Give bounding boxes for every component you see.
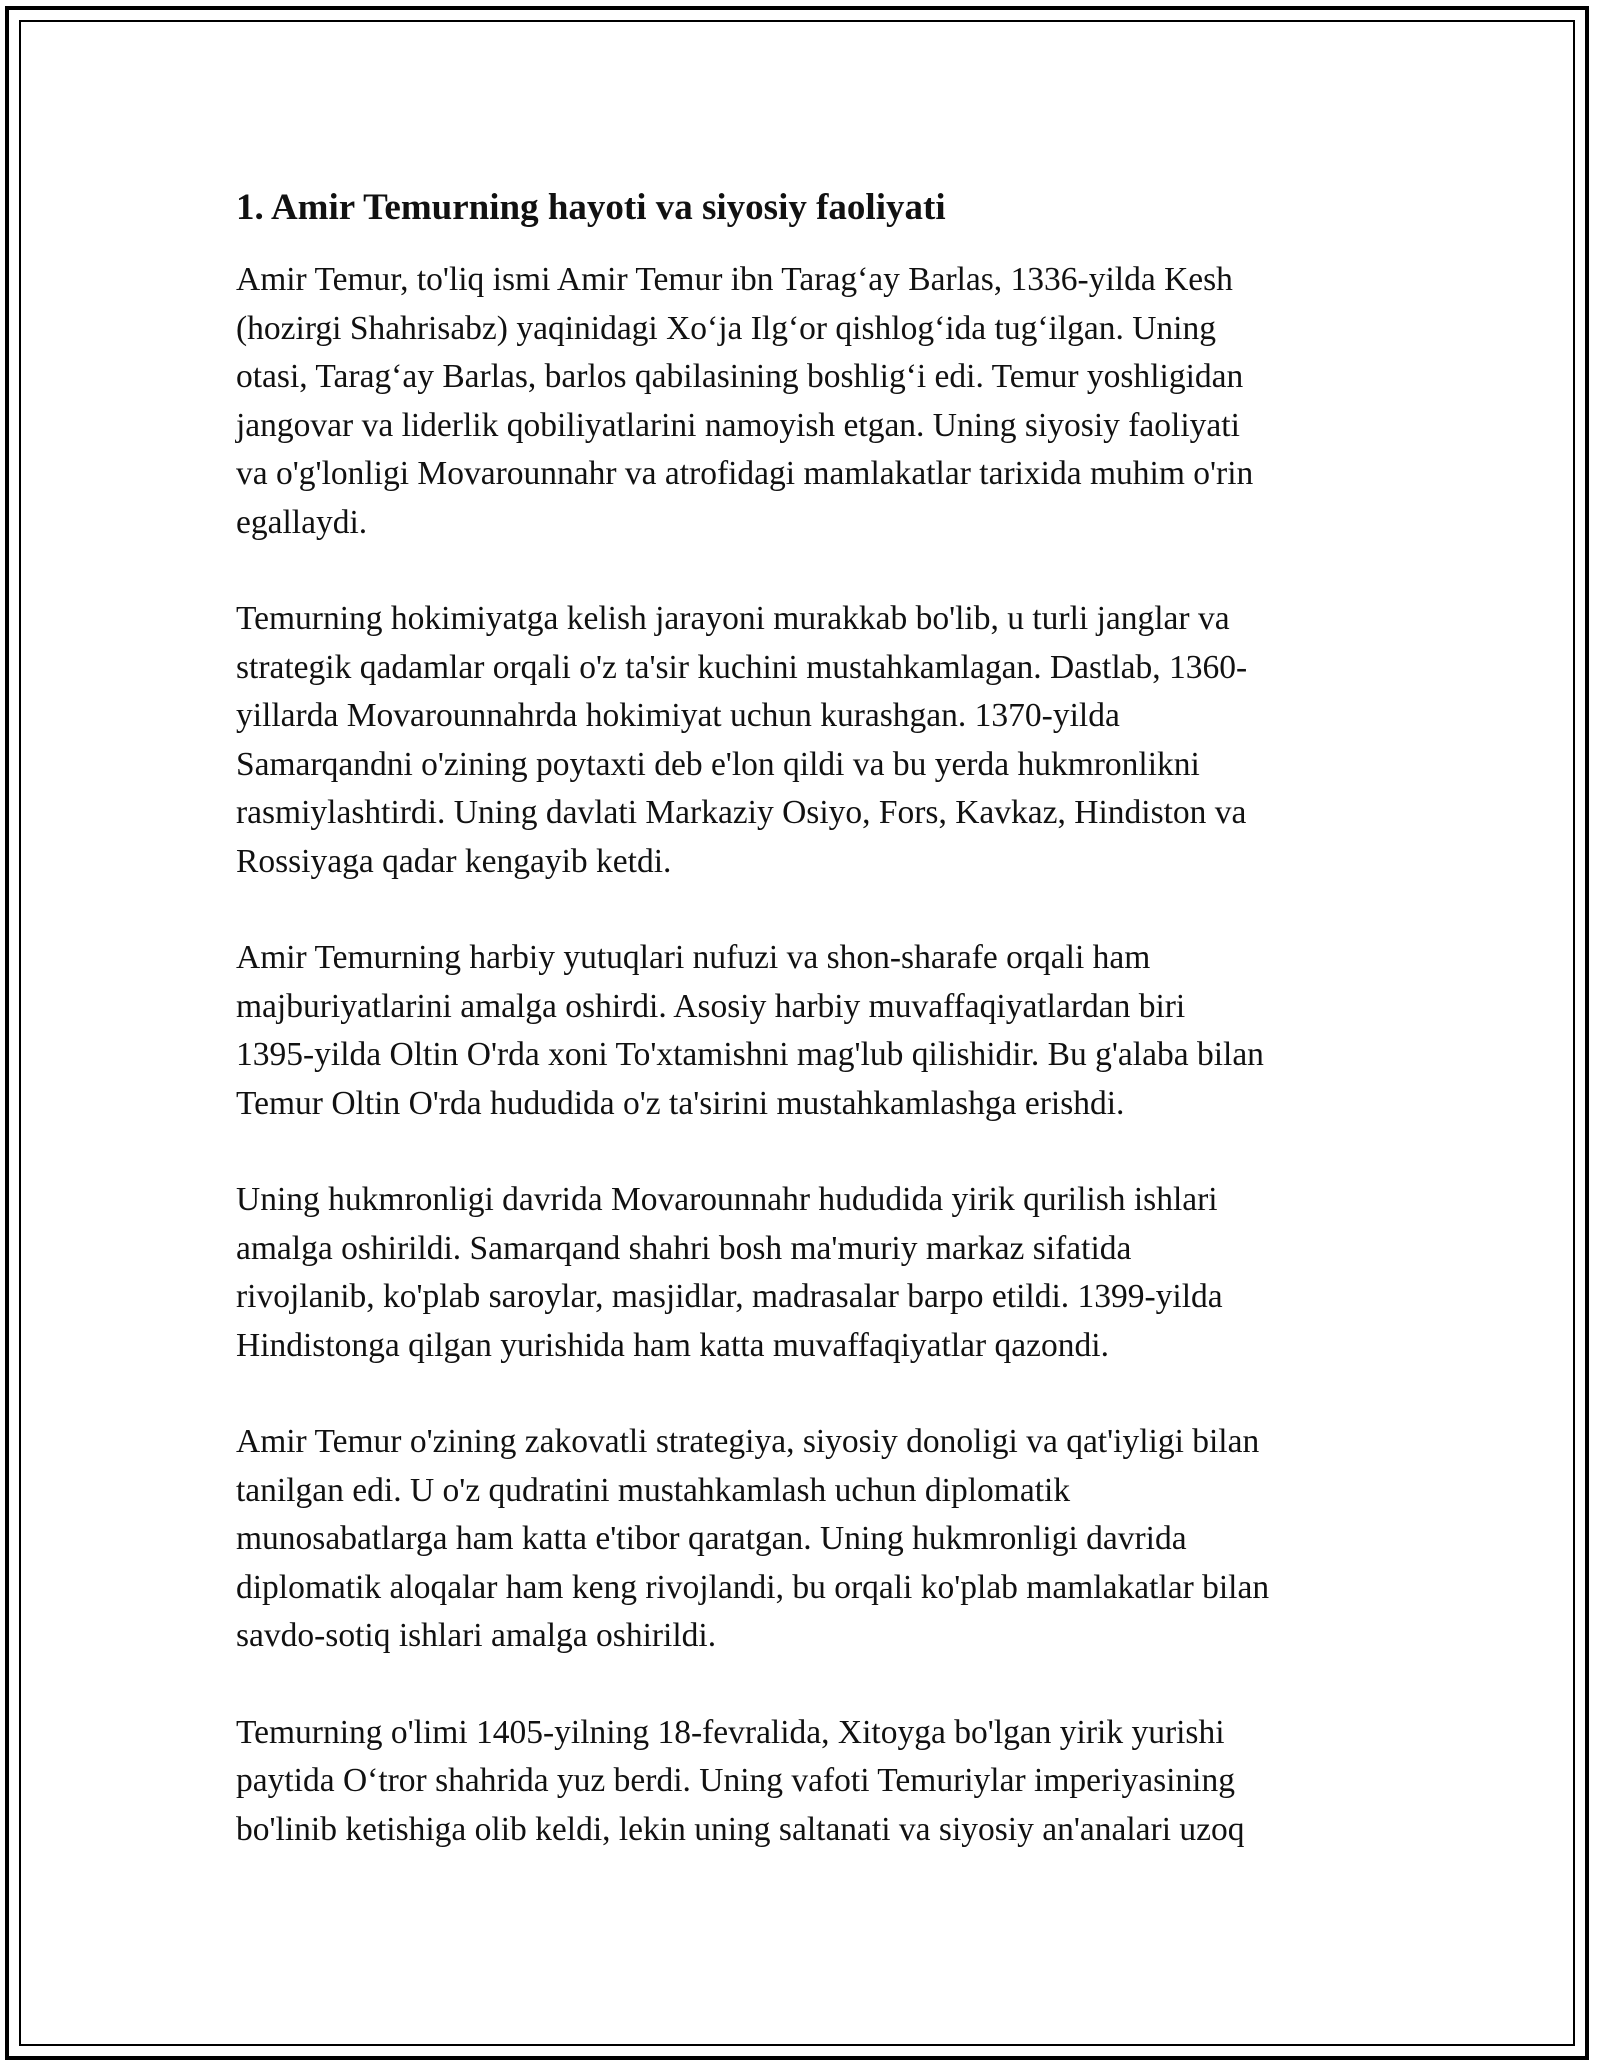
text-line: Temurning hokimiyatga kelish jarayoni murakkab bo'lib, u turli janglar va <box>236 600 1230 637</box>
text-line: munosabatlarga ham katta e'tibor qaratgan. Uning hukmronligi davrida <box>236 1520 1187 1557</box>
section-heading: 1. Amir Temurning hayoti va siyosiy faoliyati <box>236 187 946 228</box>
text-line: savdo-sotiq ishlari amalga oshirildi. <box>236 1617 717 1654</box>
text-line: yillarda Movarounnahrda hokimiyat uchun kurashgan. 1370-yilda <box>236 697 1120 734</box>
text-line: diplomatik aloqalar ham keng rivojlandi, bu orqali ko'plab mamlakatlar bilan <box>236 1568 1270 1606</box>
text-line: egallaydi. <box>236 503 368 541</box>
text-line: Hindistonga qilgan yurishida ham katta muvaffaqiyatlar qazondi. <box>236 1326 1109 1364</box>
text-line: bo'linib ketishiga olib keldi, lekin uning saltanati va siyosiy an'analari uzoq <box>236 1810 1245 1848</box>
text-line: rasmiylashtirdi. Uning davlati Markaziy Osiyo, Fors, Kavkaz, Hindiston va <box>236 794 1247 831</box>
text-line: majburiyatlarini amalga oshirdi. Asosiy harbiy muvaffaqiyatlardan biri <box>236 987 1186 1025</box>
document-body <box>236 184 1376 1854</box>
text-line: Amir Temurning harbiy yutuqlari nufuzi va shon-sharafe orqali ham <box>236 939 1151 976</box>
text-line: Amir Temur, to'liq ismi Amir Temur ibn Tarag‘ay Barlas, 1336-yilda Kesh <box>236 261 1233 298</box>
text-line: otasi, Tarag‘ay Barlas, barlos qabilasining boshlig‘i edi. Temur yoshligidan <box>236 358 1244 395</box>
paragraph-construction <box>236 1176 1376 1370</box>
text-line: Rossiyaga qadar kengayib ketdi. <box>236 842 672 880</box>
text-line: Samarqandni o'zining poytaxti deb e'lon qildi va bu yerda hukmronlikni <box>236 745 1200 783</box>
text-line: Amir Temur o'zining zakovatli strategiya, siyosiy donoligi va qat'iyligi bilan <box>236 1423 1260 1460</box>
text-line: paytida O‘tror shahrida yuz berdi. Uning vafoti Temuriylar imperiyasining <box>236 1762 1235 1799</box>
paragraph-rise-to-power <box>236 595 1376 886</box>
text-line: va o'g'lonligi Movarounnahr va atrofidagi mamlakatlar tarixida muhim o'rin <box>236 455 1254 492</box>
text-line: amalga oshirildi. Samarqand shahri bosh ma'muriy markaz sifatida <box>236 1229 1132 1267</box>
text-line: Uning hukmronligi davrida Movarounnahr hududida yirik qurilish ishlari <box>236 1181 1218 1218</box>
paragraph-diplomacy <box>236 1418 1376 1661</box>
text-line: rivojlanib, ko'plab saroylar, masjidlar, madrasalar barpo etildi. 1399-yilda <box>236 1278 1223 1315</box>
text-line: jangovar va liderlik qobiliyatlarini namoyish etgan. Uning siyosiy faoliyati <box>236 406 1240 444</box>
text-line: Temurning o'limi 1405-yilning 18-fevralida, Xitoyga bo'lgan yirik yurishi <box>236 1713 1225 1751</box>
text-line: Temur Oltin O'rda hududida o'z ta'sirini mustahkamlashga erishdi. <box>236 1084 1125 1122</box>
text-line: (hozirgi Shahrisabz) yaqinidagi Xo‘ja Ilg‘or qishlog‘ida tug‘ilgan. Uning <box>236 309 1216 347</box>
paragraph-death <box>236 1709 1376 1855</box>
paragraph-military-achievements <box>236 934 1376 1128</box>
paragraph-early-life <box>236 256 1376 547</box>
text-line: strategik qadamlar orqali o'z ta'sir kuchini mustahkamlagan. Dastlab, 1360- <box>236 648 1248 686</box>
text-line: 1395-yilda Oltin O'rda xoni To'xtamishni mag'lub qilishidir. Bu g'alaba bilan <box>236 1036 1264 1073</box>
text-line: tanilgan edi. U o'z qudratini mustahkamlash uchun diplomatik <box>236 1471 1071 1509</box>
